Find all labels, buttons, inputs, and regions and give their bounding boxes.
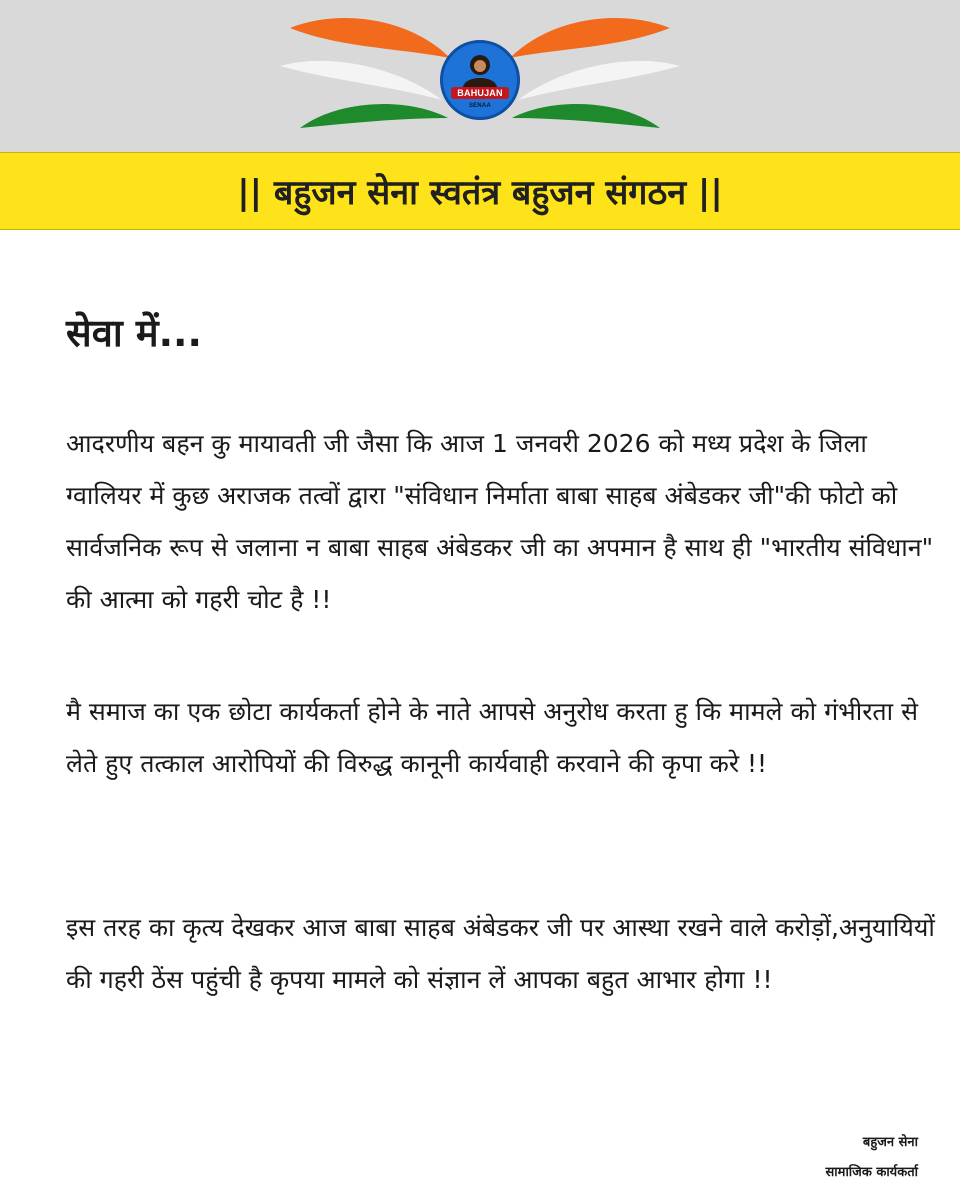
green-wing-right: [512, 104, 660, 128]
signature-organization: बहुजन सेना: [862, 1135, 918, 1150]
organization-title-bar: [0, 152, 960, 230]
saffron-wing-right: [510, 18, 670, 58]
logo-subtext: SENAA: [468, 103, 491, 109]
white-wing-right: [518, 61, 680, 100]
bahujan-sena-logo: [440, 40, 520, 120]
letter-paragraph-2: मै समाज का एक छोटा कार्यकर्ता होने के नाते आपसे अनुरोध करता हु कि मामले को गंभीरता से लेते हुए तत्काल आरोपियों की विरुद्ध कानूनी कार्यवाही करवाने की कृपा करे !!: [66, 697, 918, 778]
organization-title: || बहुजन सेना स्वतंत्र बहुजन संगठन ||: [237, 173, 723, 213]
green-wing-left: [300, 104, 448, 128]
letter-paragraph-3: इस तरह का कृत्य देखकर आज बाबा साहब अंबेडकर जी पर आस्था रखने वाले करोड़ों,अनुयायियों की गहरी ठेंस पहुंची है कृपया मामले को संज्ञान लें आपका बहुत आभार होगा !!: [66, 913, 935, 994]
signature-block: [826, 1128, 918, 1188]
white-wing-left: [280, 61, 442, 100]
header-band: [0, 0, 960, 152]
signature-role: सामाजिक कार्यकर्ता: [825, 1165, 918, 1180]
letter-paragraph-1: आदरणीय बहन कु मायावती जी जैसा कि आज 1 जनवरी 2026 को मध्य प्रदेश के जिला ग्वालियर में कुछ अराजक तत्वों द्वारा "संविधान निर्माता बाबा साहब अंबेडकर जी"की फोटो को सार्वजनिक रूप से जलाना न बाबा साहब अंबेडकर जी का अपमान है साथ ही "भारतीय संविधान" की आत्मा को गहरी चोट है !!: [66, 429, 934, 614]
logo-text: BAHUJAN: [451, 87, 509, 99]
salutation-heading: सेवा में...: [66, 311, 202, 355]
saffron-wing-left: [290, 18, 450, 58]
